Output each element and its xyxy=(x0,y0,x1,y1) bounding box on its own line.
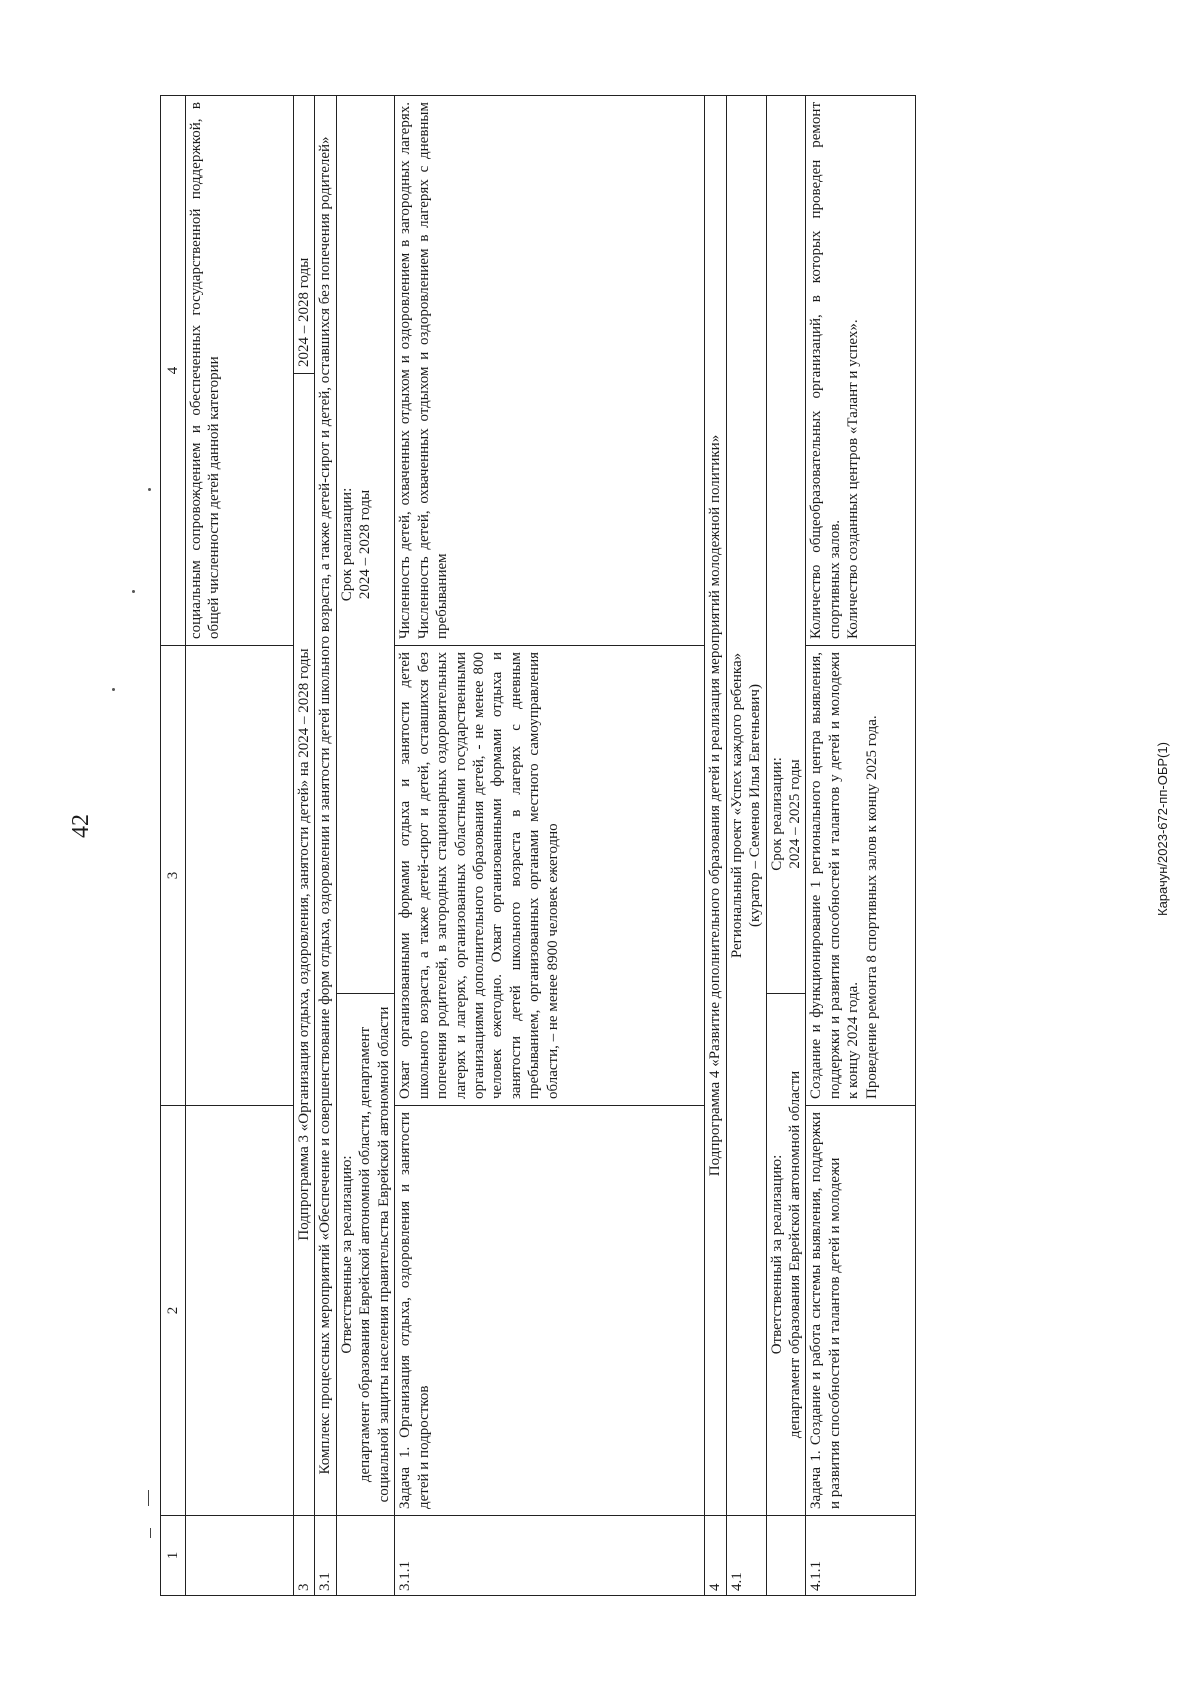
cell-num: 4.1.1 xyxy=(806,1516,916,1596)
table-row-responsible-3-1 xyxy=(336,96,394,1596)
table-row-4-1-1 xyxy=(806,96,916,1596)
responsible-4-1 xyxy=(766,994,806,1516)
term-value: 2024 – 2028 годы xyxy=(357,489,374,600)
result-4-1-1-line-1: Создание и функционирование 1 регионального центра выявления, поддержки и развития способностей и талантов у детей и молодежи к концу 2024 года. xyxy=(808,652,862,1099)
scan-mark xyxy=(148,1490,149,1506)
term-label: Срок реализации: xyxy=(768,757,785,871)
term-4-1 xyxy=(766,96,806,994)
term-label: Срок реализации: xyxy=(338,487,355,602)
cell-task xyxy=(186,1106,294,1516)
cell-num: 3 xyxy=(294,1516,315,1596)
table-row-3-1-1 xyxy=(395,96,705,1596)
table-row-3-1 xyxy=(315,96,336,1596)
subprogram-3-period: 2024 – 2028 годы xyxy=(294,96,315,374)
responsible-label: Ответственный за реализацию: xyxy=(768,1154,785,1355)
responsible-text: департамент образования Еврейской автономной области, департамент социальной защиты населения правительства Еврейской автономной области xyxy=(357,1006,392,1503)
result-4-1-1-line-2: Проведение ремонта 8 спортивных залов к концу 2025 года. xyxy=(863,715,880,1099)
cell-num xyxy=(336,1516,394,1596)
indicator-3-1-1: Численность детей, охваченных отдыхом и оздоровлением в загородных лагерях. Численность детей, охваченных отдыхом и оздоровлением в лагерях с дневным пребыванием xyxy=(395,96,705,646)
complex-3-1-title: Комплекс процессных мероприятий «Обеспечение и совершенствование форм отдыха, оздоровлении и занятости детей школьного возраста, а также детей-сирот и детей, оставшихся без попечения родителей» xyxy=(315,96,336,1516)
table-row-continuation xyxy=(186,96,294,1596)
project-4-1-curator: (куратор – Семенов Илья Евгеньевич) xyxy=(747,684,764,927)
header-col-2: 2 xyxy=(161,1106,186,1516)
subprogram-4-title: Подпрограмма 4 «Развитие дополнительного образования детей и реализация мероприятий молодежной политики» xyxy=(705,96,726,1516)
cell-num: 3.1.1 xyxy=(395,1516,705,1596)
responsible-3-1 xyxy=(336,994,394,1516)
scan-mark xyxy=(150,1528,151,1538)
indicator-4-1-1-line-2: Количество созданных центров «Талант и успех». xyxy=(845,319,862,639)
indicator-4-1-1 xyxy=(806,96,916,646)
rotated-page-content xyxy=(160,96,916,1596)
table-row-subprogram-4 xyxy=(705,96,726,1596)
result-3-1-1: Охват организованными формами отдыха и занятости детей школьного возраста, а также детей-сирот и детей, оставшихся без попечения родителей, в загородных стационарных оздоровительных лагерях и лагерях, организованных областными государственными организациями дополнительного образования детей, - не менее 800 человек ежегодно. Охват организованными формами отдыха и занятости детей школьного возраста в лагерях с дневным пребыванием, организованных органами местного самоуправления области, – не менее 8900 человек ежегодно xyxy=(395,646,705,1106)
cell-num: 4.1 xyxy=(726,1516,766,1596)
task-4-1-1: Задача 1. Создание и работа системы выявления, поддержки и развития способностей и талантов детей и молодежи xyxy=(806,1106,916,1516)
footer-code: Карачун/2023-672-пп-ОБР(1) xyxy=(1155,742,1170,916)
project-4-1 xyxy=(726,96,766,1516)
subprogram-3-title: Подпрограмма 3 «Организация отдыха, оздоровления, занятости детей» на 2024 – 2028 годы xyxy=(294,374,315,1516)
responsible-text: департамент образования Еврейской автономной области xyxy=(786,1070,803,1439)
cell-indicator: социальным сопровождением и обеспеченных государственной поддержкой, в общей численности детей данной категории xyxy=(186,96,294,646)
cell-num xyxy=(186,1516,294,1596)
page-number: 42 xyxy=(68,814,94,838)
scan-speck xyxy=(112,688,115,691)
cell-num: 3.1 xyxy=(315,1516,336,1596)
scan-speck xyxy=(148,488,151,491)
cell-num xyxy=(766,1516,806,1596)
header-col-3: 3 xyxy=(161,646,186,1106)
table-row-responsible-4-1 xyxy=(766,96,806,1596)
responsible-label: Ответственные за реализацию: xyxy=(338,1155,355,1354)
header-col-4: 4 xyxy=(161,96,186,646)
project-4-1-title: Региональный проект «Успех каждого ребенка» xyxy=(728,652,745,959)
header-col-1: 1 xyxy=(161,1516,186,1596)
program-table xyxy=(160,95,916,1596)
header-row xyxy=(161,96,186,1596)
table-row-subprogram-3 xyxy=(294,96,315,1596)
result-4-1-1 xyxy=(806,646,916,1106)
term-3-1 xyxy=(336,96,394,994)
table-row-4-1 xyxy=(726,96,766,1596)
indicator-4-1-1-line-1: Количество общеобразовательных организаций, в которых проведен ремонт спортивных залов. xyxy=(808,102,843,639)
cell-num: 4 xyxy=(705,1516,726,1596)
term-value: 2024 – 2025 годы xyxy=(786,759,803,869)
cell-result xyxy=(186,646,294,1106)
task-3-1-1: Задача 1. Организация отдыха, оздоровления и занятости детей и подростков xyxy=(395,1106,705,1516)
scan-speck xyxy=(132,590,135,593)
